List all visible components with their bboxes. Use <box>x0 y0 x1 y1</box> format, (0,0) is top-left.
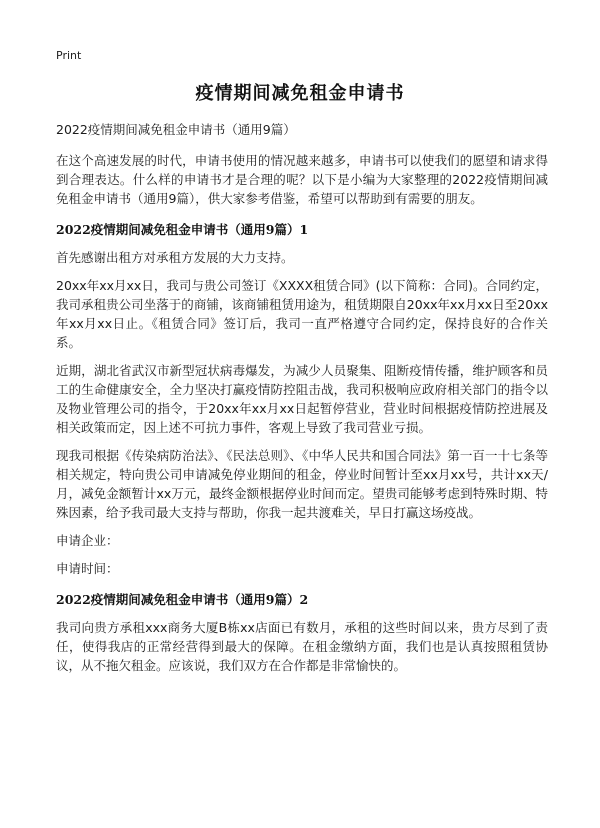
applicant-line: 申请企业： <box>56 533 119 548</box>
document-body <box>56 120 548 675</box>
document-subtitle: 2022疫情期间减免租金申请书（通用9篇） <box>56 122 296 137</box>
section-1-paragraph-2: 20xx年xx月xx日，我司与贵公司签订《XXXX租赁合同》(以下简称：合同)。合同约定，我司承租贵公司坐落于的商铺，该商铺租赁用途为，租赁期限自20xx年xx月xx日至20xx年xx月xx日止。《租赁合同》签订后，我司一直严格遵守合同约定，保持良好的合作关系。 <box>56 278 548 350</box>
apply-time-line: 申请时间： <box>56 561 119 576</box>
section-1-heading: 2022疫情期间减免租金申请书（通用9篇）1 <box>56 222 309 237</box>
intro-paragraph: 在这个高速发展的时代，申请书使用的情况越来越多，申请书可以使我们的愿望和请求得到合理表达。什么样的申请书才是合理的呢？以下是小编为大家整理的2022疫情期间减免租金申请书（通用9篇），供大家参考借鉴，希望可以帮助到有需要的朋友。 <box>56 153 548 206</box>
section-1-paragraph-3: 近期，湖北省武汉市新型冠状病毒爆发，为减少人员聚集、阻断疫情传播，维护顾客和员工的生命健康安全，全力坚决打赢疫情防控阻击战，我司积极响应政府相关部门的指令以及物业管理公司的指令，于20xx年xx月xx日起暂停营业，营业时间根据疫情防控进展及相关政策而定，因上述不可抗力事件，客观上导致了我司营业亏损。 <box>56 363 548 435</box>
section-1-paragraph-4: 现我司根据《传染病防治法》、《民法总则》、《中华人民共和国合同法》第一百一十七条等相关规定，特向贵公司申请减免停业期间的租金，停业时间暂计至xx月xx号，共计xx天/月，减免金额暂计xx万元，最终金额根据停业时间而定。望贵司能够考虑到特殊时期、特殊因素，给予我司最大支持与帮助，你我一起共渡难关，早日打赢这场疫战。 <box>56 448 548 520</box>
section-2-heading: 2022疫情期间减免租金申请书（通用9篇）2 <box>56 592 309 607</box>
print-label: Print <box>56 49 82 62</box>
section-1-paragraph-1: 首先感谢出租方对承租方发展的大力支持。 <box>56 250 294 265</box>
document-title: 疫情期间减免租金申请书 <box>195 83 405 104</box>
section-2-paragraph-1: 我司向贵方承租xxx商务大厦B栋xx店面已有数月，承租的这些时间以来，贵方尽到了责任，使得我店的正常经营得到最大的保障。在租金缴纳方面，我们也是认真按照租赁协议，从不拖欠租金。应该说，我们双方在合作都是非常愉快的。 <box>56 620 548 673</box>
